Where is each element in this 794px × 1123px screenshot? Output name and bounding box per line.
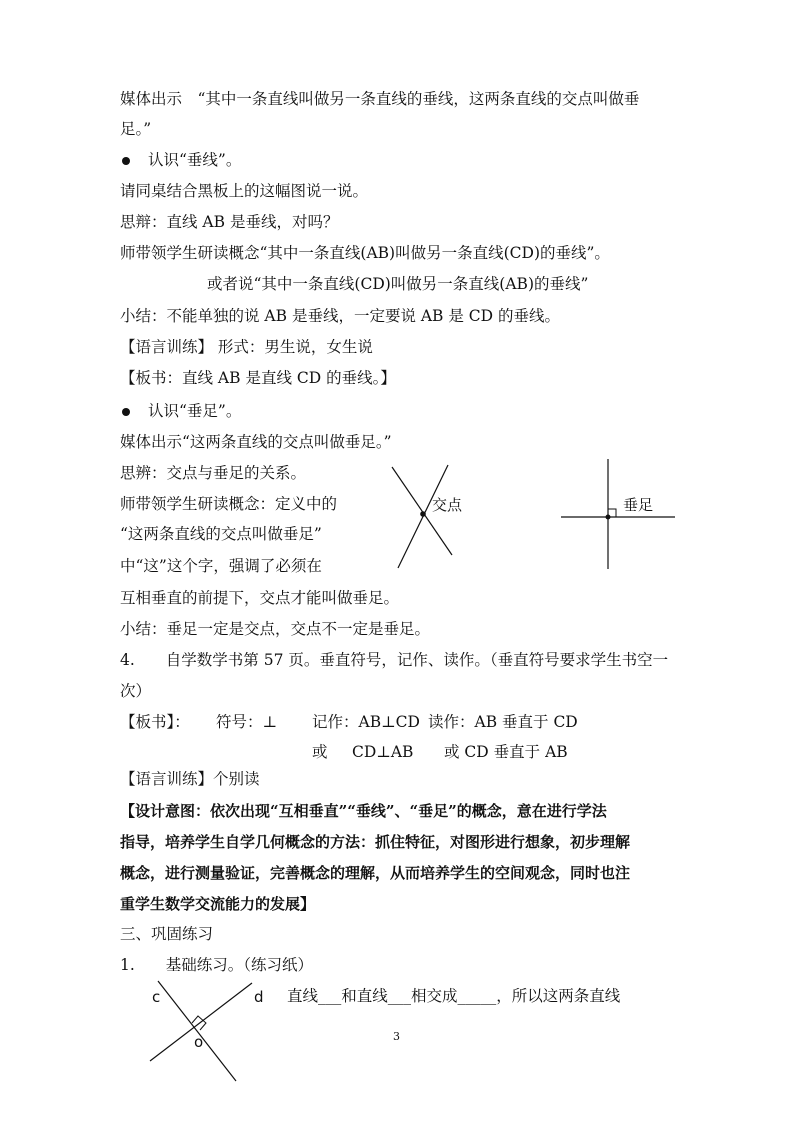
text-line: 次）	[120, 682, 152, 700]
bullet-icon	[122, 157, 130, 165]
text-line: 【板书：直线 AB 是直线 CD 的垂线。】	[120, 369, 396, 387]
intersecting-lines-figure	[380, 455, 480, 575]
text-line: 4. 自学数学书第 57 页。垂直符号，记作、读作。（垂直符号要求学生书空一	[120, 651, 669, 669]
text-line: 师带领学生研读概念：定义中的	[120, 495, 338, 513]
page-number: 3	[393, 1030, 400, 1043]
label-o: o	[194, 1033, 204, 1051]
intersection-label: 交点	[432, 496, 463, 514]
text-line: 或	[312, 743, 328, 761]
text-line: 媒体出示“这两条直线的交点叫做垂足。”	[120, 433, 392, 451]
text-line: 足。”	[120, 120, 152, 138]
label-d: d	[254, 988, 264, 1006]
text-line: 小结：不能单独的说 AB 是垂线，一定要说 AB 是 CD 的垂线。	[120, 307, 561, 325]
text-line: 或者说“其中一条直线(CD)叫做另一条直线(AB)的垂线”	[207, 275, 589, 293]
notation-text: CD⊥AB	[352, 743, 414, 761]
reading-text: 读作：AB 垂直于 CD	[428, 713, 578, 731]
text-line: 互相垂直的前提下，交点才能叫做垂足。	[120, 589, 400, 607]
text-line: 思辨：交点与垂足的关系。	[120, 464, 307, 482]
text-line: 中“这”这个字，强调了必须在	[120, 557, 322, 575]
notation-text: 记作：AB⊥CD	[312, 713, 420, 731]
text-line: 媒体出示 “其中一条直线叫做另一条直线的垂线，这两条直线的交点叫做垂	[120, 90, 640, 108]
section-heading: 三、巩固练习	[120, 925, 214, 943]
design-intent: 概念，进行测量验证，完善概念的理解，从而培养学生的空间观念，同时也注	[120, 864, 631, 882]
symbol-text: 符号：⊥	[216, 713, 278, 731]
foot-label: 垂足	[623, 496, 654, 514]
text-line: “这两条直线的交点叫做垂足”	[120, 525, 322, 543]
text-line: 思辩：直线 AB 是垂线，对吗？	[120, 213, 339, 231]
design-intent: 重学生数学交流能力的发展】	[120, 895, 316, 913]
perpendicular-lines-figure	[555, 455, 685, 575]
text-line: 【语言训练】个别读	[120, 770, 260, 788]
text-line: 【语言训练】 形式：男生说，女生说	[120, 338, 373, 356]
text-line: 认识“垂足”。	[148, 402, 242, 420]
design-intent: 指导，培养学生自学几何概念的方法：抓住特征，对图形进行想象，初步理解	[120, 833, 631, 851]
bullet-icon	[122, 408, 130, 416]
text-line: 请同桌结合黑板上的这幅图说一说。	[120, 182, 369, 200]
text-line: 1. 基础练习。（练习纸）	[120, 956, 314, 974]
text-line: 师带领学生研读概念“其中一条直线(AB)叫做另一条直线(CD)的垂线”。	[120, 244, 610, 262]
label-c: c	[152, 988, 161, 1006]
reading-text: 或 CD 垂直于 AB	[444, 743, 568, 761]
board-label: 【板书】：	[120, 713, 190, 731]
exercise-text: 直线___和直线___相交成_____，所以这两条直线	[287, 987, 621, 1005]
design-intent: 【设计意图：依次出现“互相垂直”“垂线”、“垂足”的概念，意在进行学法	[120, 802, 607, 820]
text-line: 小结：垂足一定是交点，交点不一定是垂足。	[120, 620, 431, 638]
exercise-figure	[140, 975, 280, 1095]
text-line: 认识“垂线”。	[148, 151, 242, 169]
